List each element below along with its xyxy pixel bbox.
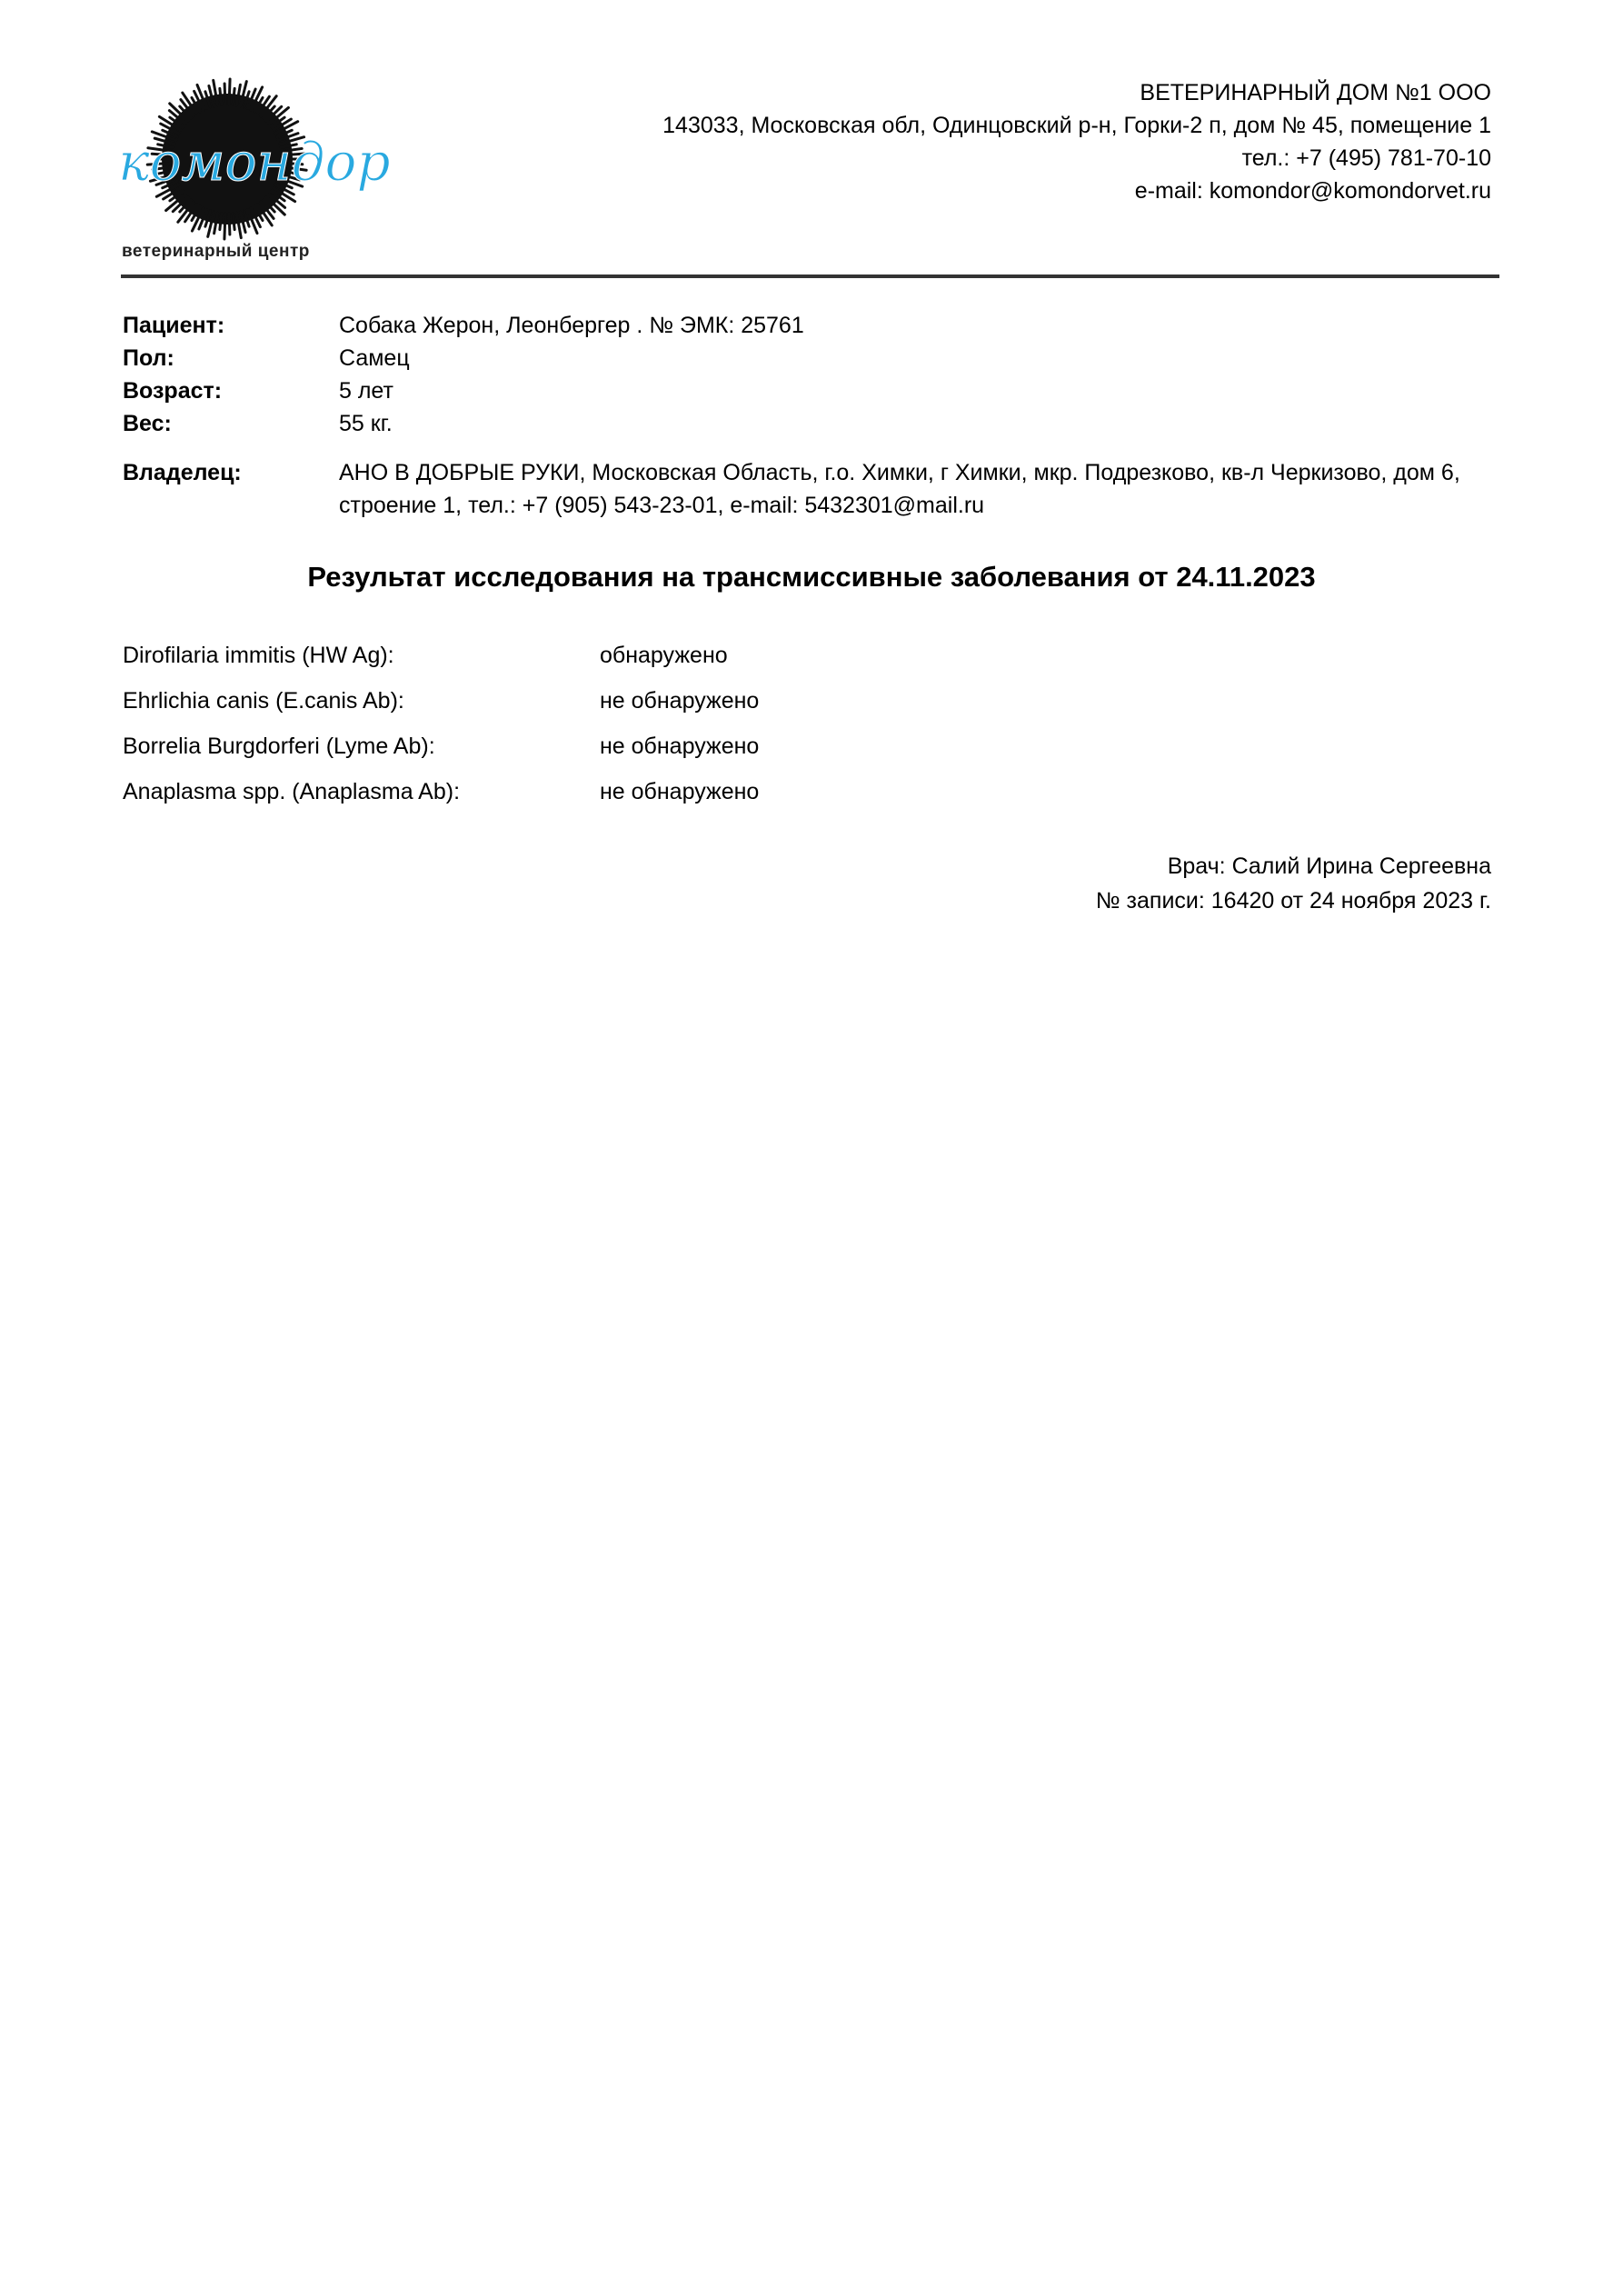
owner-value: АНО В ДОБРЫЕ РУКИ, Московская Область, г.о. Химки, г Химки, мкр. Подрезково, кв-л Черкизово, дом 6, строение 1, тел.: +7 (905) 543-23-01, e-mail: 5432301@mail.ru (339, 460, 1460, 518)
test-result: не обнаружено (600, 687, 760, 714)
patient-info (123, 309, 1493, 522)
result-row (123, 769, 759, 814)
patient-row (123, 309, 1493, 342)
test-result: обнаружено (600, 642, 728, 668)
owner-row (123, 456, 1493, 522)
result-row (123, 724, 759, 769)
weight-row (123, 407, 1493, 440)
owner-label: Владелец: (123, 460, 242, 485)
sex-label: Пол: (123, 345, 174, 371)
age-row (123, 374, 1493, 407)
test-name: Dirofilaria immitis (HW Ag): (123, 642, 394, 668)
doctor-name: Врач: Салий Ирина Сергеевна (1167, 854, 1491, 879)
test-name: Borrelia Burgdorferi (Lyme Ab): (123, 733, 435, 759)
sex-value: Самец (339, 345, 410, 371)
test-name: Anaplasma spp. (Anaplasma Ab): (123, 778, 461, 804)
clinic-name: ВЕТЕРИНАРНЫЙ ДОМ №1 ООО (1140, 80, 1491, 105)
patient-value: Собака Жерон, Леонбергер . № ЭМК: 25761 (339, 313, 804, 338)
clinic-logo (109, 82, 391, 273)
results-list (123, 633, 759, 814)
result-row (123, 678, 759, 724)
test-result: не обнаружено (600, 733, 760, 759)
test-result: не обнаружено (600, 778, 760, 804)
logo-caption: ветеринарный центр (122, 242, 310, 261)
sex-row (123, 342, 1493, 374)
document-title: Результат исследования на трансмиссивные заболевания от 24.11.2023 (307, 561, 1316, 593)
header-divider (121, 275, 1499, 278)
weight-value: 55 кг. (339, 411, 393, 436)
komondor-logo-mark (109, 82, 391, 245)
result-row (123, 633, 759, 678)
clinic-address: 143033, Московская обл, Одинцовский р-н, Горки-2 п, дом № 45, помещение 1 (662, 113, 1491, 138)
signature-block (1096, 849, 1491, 918)
patient-label: Пациент: (123, 313, 225, 338)
record-number: № записи: 16420 от 24 ноября 2023 г. (1095, 888, 1491, 913)
logo-wordmark: комондор (118, 131, 391, 193)
test-name: Ehrlichia canis (E.canis Ab): (123, 687, 404, 714)
clinic-email: e-mail: komondor@komondorvet.ru (1134, 178, 1491, 204)
age-label: Возраст: (123, 378, 223, 404)
age-value: 5 лет (339, 378, 393, 404)
clinic-phone: тел.: +7 (495) 781-70-10 (1241, 145, 1491, 171)
weight-label: Вес: (123, 411, 172, 436)
clinic-header (662, 76, 1491, 207)
